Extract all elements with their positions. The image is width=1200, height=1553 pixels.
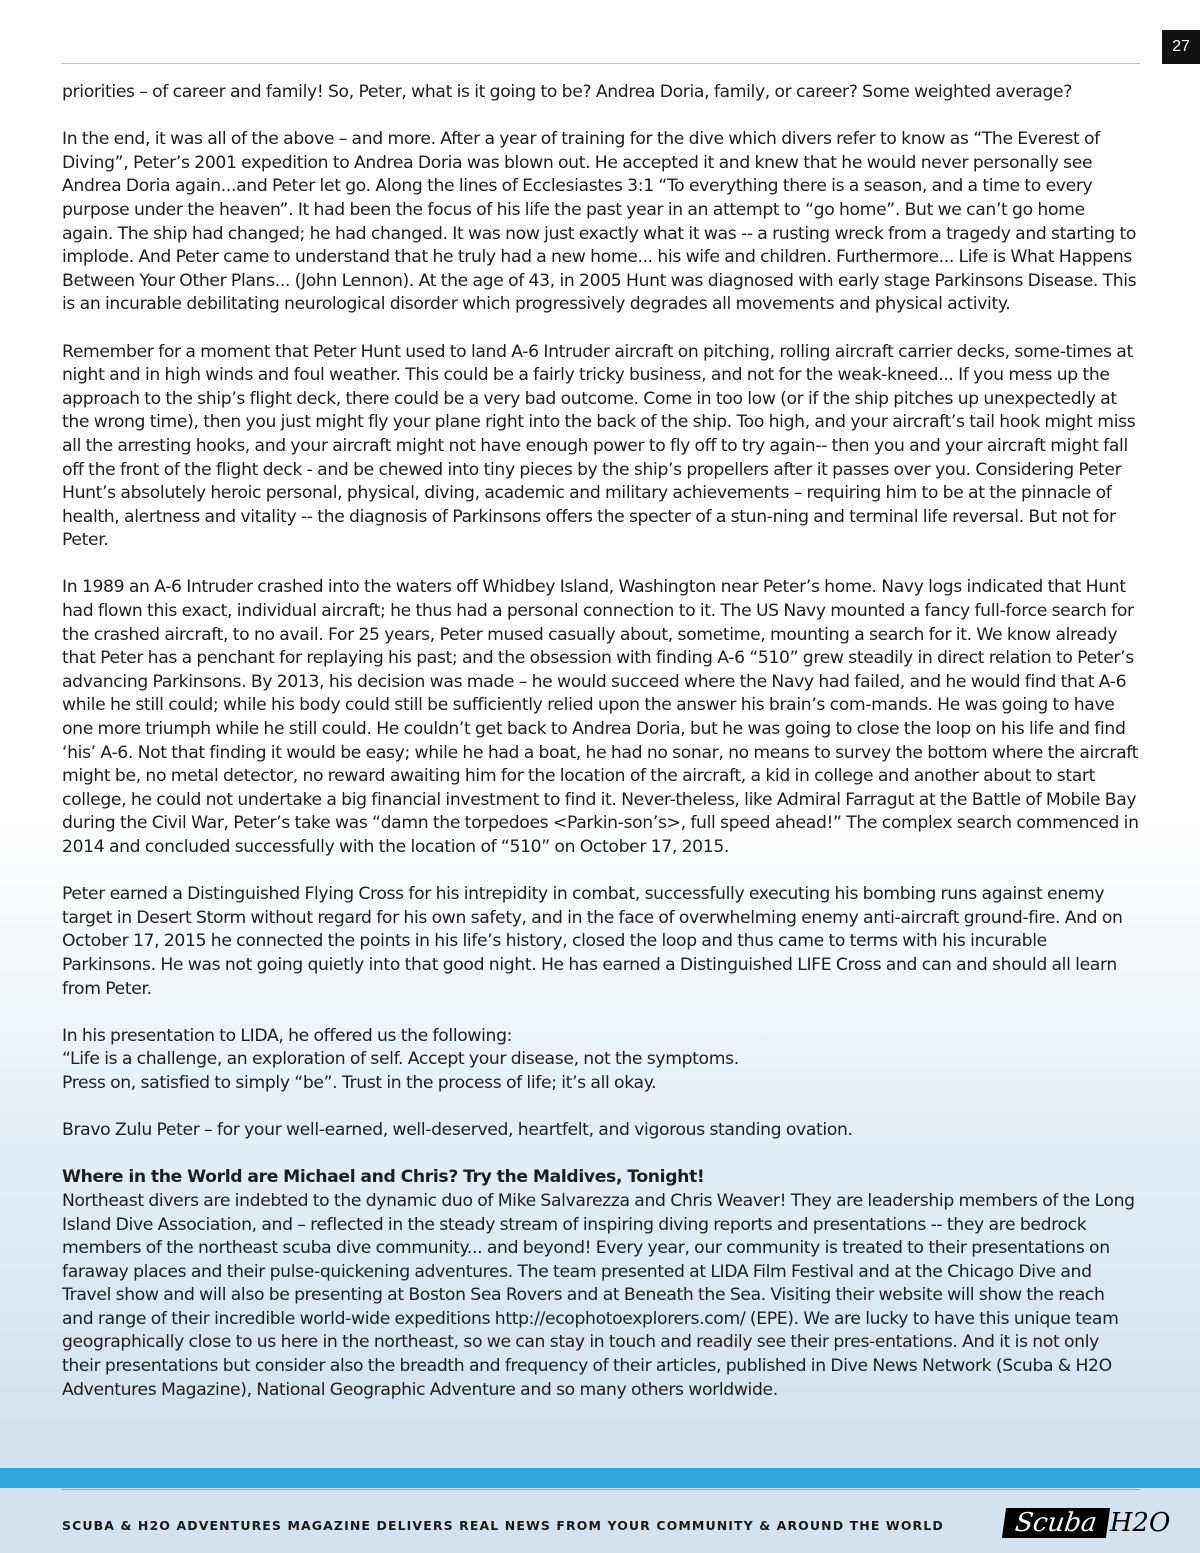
logo-h2o: H2O [1109,1508,1171,1538]
quote-block [62,1025,1140,1096]
section [62,1166,1140,1402]
paragraph: In the end, it was all of the above – and more. After a year of training for the dive which divers refer to know as “The Everest of Diving”, Peter’s 2001 expedition to Andrea Doria was blown out. He accepted it and knew that he would never personally see Andrea Doria again...and Peter let go. Along the lines of Ecclesiastes 3:1 “To everything there is a season, and a time to every purpose under the heaven”. It had been the focus of his life the past year in an attempt to “go home”. But we can’t go home again. The ship had changed; he had changed. It was now just exactly what it was -- a rusting wreck from a tragedy and starting to implode. And Peter came to understand that he truly had a new home... his wife and children. Furthermore... Life is What Happens Between Your Other Plans... (John Lennon). At the age of 43, in 2005 Hunt was diagnosed with early stage Parkinsons Disease. This is an incurable debilitating neurological disorder which progressively degrades all movements and physical activity. [62,129,1137,315]
section-heading: Where in the World are Michael and Chris? Try the Maldives, Tonight! [62,1167,705,1188]
bottom-divider [62,1489,1140,1490]
paragraph: In 1989 an A-6 Intruder crashed into the waters off Whidbey Island, Washington near Peter’s home. Navy logs indicated that Hunt had flown this exact, individual aircraft; he thus had a personal connection to it. The US Navy mounted a fancy full-force search for the crashed aircraft, to no avail. For 25 years, Peter mused casually about, sometime, mounting a search for it. We know already that Peter has a penchant for replaying his past; and the obsession with finding A-6 “510” grew steadily in direct relation to Peter’s advancing Parkinsons. By 2013, his decision was made – he would succeed where the Navy had failed, and he would find that A-6 while he still could; while his body could still be sufficiently relied upon the answer his brain’s com-mands. He was going to have one more triumph while he still could. He couldn’t get back to Andrea Doria, but he was going to close the loop on his life and find ‘his’ A-6. Not that finding it would be easy; while he had a boat, he had no sonar, no means to survey the bottom where the aircraft might be, no metal detector, no reward awaiting him for the location of the aircraft, a kid in college and another about to start college, he could not undertake a big financial investment to find it. Never-theless, like Admiral Farragut at the Battle of Mobile Bay during the Civil War, Peter’s take was “damn the torpedoes <Parkin-son’s>, full speed ahead!” The complex search commenced in 2014 and concluded successfully with the location of “510” on October 17, 2015. [62,577,1139,857]
logo-scuba: Scuba [1002,1508,1110,1538]
magazine-logo [1004,1508,1172,1544]
accent-band [0,1468,1200,1488]
quote-intro: In his presentation to LIDA, he offered us the following: [62,1025,513,1046]
footer-tagline: SCUBA & H2O ADVENTURES MAGAZINE DELIVERS REAL NEWS FROM YOUR COMMUNITY & AROUND THE WORLD [62,1518,944,1533]
top-divider [62,63,1140,64]
closing-line: Bravo Zulu Peter – for your well-earned, well-deserved, heartfelt, and vigorous standing ovation. [62,1120,853,1141]
quote-line: “Life is a challenge, an exploration of self. Accept your disease, not the symptoms. [62,1049,739,1070]
page-number: 27 [1162,30,1200,64]
quote-line: Press on, satisfied to simply “be”. Trust in the process of life; it’s all okay. [62,1072,657,1093]
paragraph: Peter earned a Distinguished Flying Cross for his intrepidity in combat, successfully executing his bombing runs against enemy target in Desert Storm without regard for his own safety, and in the face of overwhelming enemy anti-aircraft ground-fire. And on October 17, 2015 he connected the points in his life’s history, closed the loop and thus came to terms with his incurable Parkinsons. He was not going quietly into that good night. He has earned a Distinguished LIFE Cross and can and should all learn from Peter. [62,884,1123,999]
paragraph: Remember for a moment that Peter Hunt used to land A-6 Intruder aircraft on pitching, rolling aircraft carrier decks, some-times at night and in high winds and foul weather. This could be a fairly tricky business, and not for the weak-kneed... If you mess up the approach to the ship’s flight deck, there could be a very bad outcome. Come in too low (or if the ship pitches up unexpectedly at the wrong time), then you just might fly your plane right into the back of the ship. Too high, and your aircraft’s tail hook might miss all the arresting hooks, and your aircraft might not have enough power to fly off to try again-- then you and your aircraft might fall off the front of the flight deck - and be chewed into tiny pieces by the ship’s propellers after it passes over you. Considering Peter Hunt’s absolutely heroic personal, physical, diving, academic and military achievements – requiring him to be at the pinnacle of health, alertness and vitality -- the diagnosis of Parkinsons offers the specter of a stun-ning and terminal life reversal. But not for Peter. [62,341,1136,551]
section-body: Northeast divers are indebted to the dynamic duo of Mike Salvarezza and Chris Weaver! They are leadership members of the Long Island Dive Association, and – reflected in the steady stream of inspiring diving reports and presentations -- they are bedrock members of the northeast scuba dive community... and beyond! Every year, our community is treated to their presentations on faraway places and their pulse-quickening adventures. The team presented at LIDA Film Festival and at the Chicago Dive and Travel show and will also be presenting at Boston Sea Rovers and at Beneath the Sea. Visiting their website will show the reach and range of their incredible world-wide expeditions http://ecophotoexplorers.com/ (EPE). We are lucky to have this unique team geographically close to us here in the northeast, so we can stay in touch and readily see their pres-entations. And it is not only their presentations but consider also the breadth and frequency of their articles, published in Dive News Network (Scuba & H2O Adventures Magazine), National Geographic Adventure and so many others worldwide. [62,1190,1135,1400]
paragraph: priorities – of career and family! So, Peter, what is it going to be? Andrea Doria, family, or career? Some weighted average? [62,82,1073,102]
article-body [62,81,1140,1402]
